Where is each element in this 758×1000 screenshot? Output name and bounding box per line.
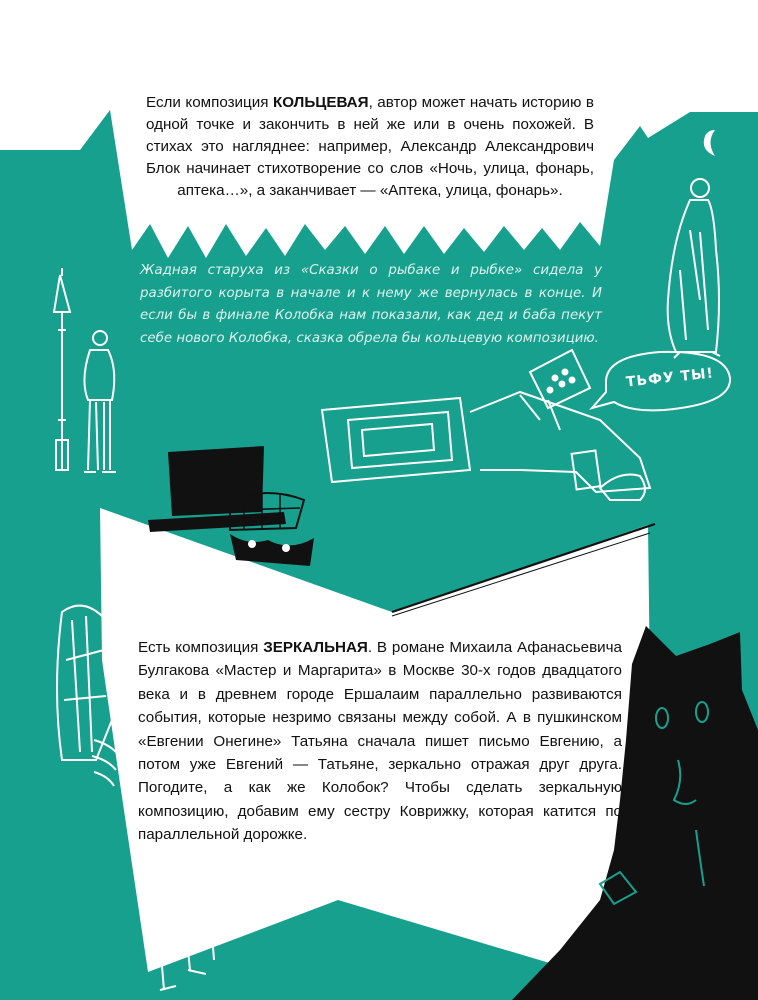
mirror-body-text: . В романе Михаила Афанасьевича Булгакова «Мастер и Маргарита» в Москве 30-х годов двадцатого века и в древнем городе Ершалаим параллельно развиваются события, которые незримо связаны между собой. А в пушкинском «Евгении Онегине» Татьяна сначала пишет письмо Евгению, а потом уже Евгений — Татьяне, зеркально отражая друг друга. Погодите, а как же Колобок? Чтобы сделать зеркальную композицию, добавим ему сестру Коврижку, которая катится по параллельной дорожке. (138, 639, 622, 844)
mirror-term: ЗЕРКАЛЬНАЯ (263, 639, 368, 656)
ring-composition-paragraph (146, 92, 594, 202)
mirror-composition-paragraph (138, 636, 622, 847)
mirror-lead-text: Есть композиция (138, 639, 264, 656)
handwritten-note-paragraph: Жадная старуха из «Сказки о рыбаке и рыбке» сидела у разбитого корыта в начале и к нему же вернулась в конце. И если бы в финале Колобка нам показали, как дед и баба пекут себе нового Колобка, сказка обрела бы кольцевую композицию. (140, 263, 602, 346)
ring-lead-text: Если композиция (146, 94, 273, 111)
ring-body-text: , автор может начать историю в одной точке и закончить в ней же или в очень похожей. В стихах это нагляднее: например, Александр Александрович Блок начинает стихотворение со слов «Ночь, улица, фонарь, аптека…», а заканчивает — «Аптека, улица, фонарь». (146, 94, 594, 199)
ring-term: КОЛЬЦЕВАЯ (272, 94, 369, 111)
speech-bubble-text: ТЬФУ ТЫ! (625, 365, 715, 391)
